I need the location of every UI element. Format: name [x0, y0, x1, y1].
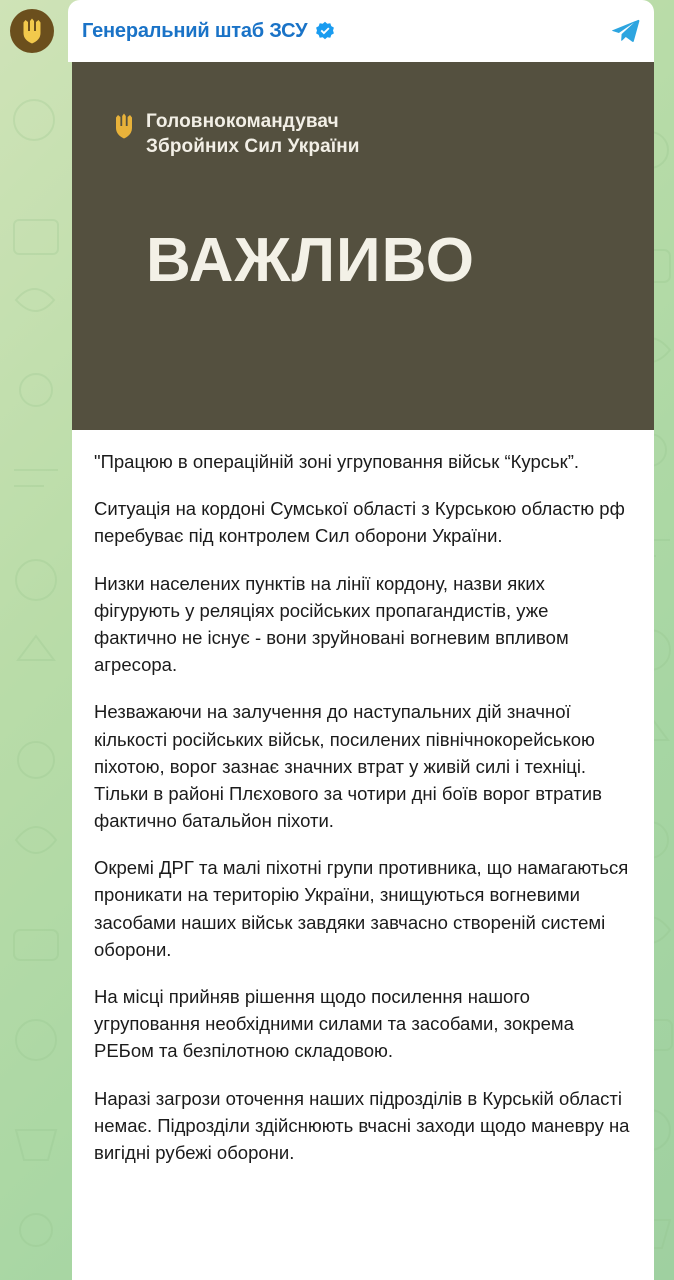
post-paragraph: Наразі загрози оточення наших підрозділів в Курській області немає. Підрозділи здійснюють вчасні заходи щодо маневру на вигідні рубежі оборони. [94, 1087, 630, 1163]
post-message-card [72, 62, 654, 1280]
poster-brand-line2: Збройних Сил України [146, 135, 360, 157]
channel-name[interactable]: Генеральний штаб ЗСУ [82, 19, 308, 42]
trident-emblem-icon [114, 113, 134, 139]
post-image[interactable] [72, 62, 654, 430]
post-paragraph: На місці прийняв рішення щодо посилення нашого угруповання необхідними силами та засобами, зокрема РЕБом та безпілотною складовою. [94, 986, 574, 1062]
poster-brand-line1: Головнокомандувач [146, 111, 339, 132]
poster-title: ВАЖЛИВО [146, 226, 476, 295]
poster-brand-text [146, 110, 360, 159]
header-bubble [68, 0, 654, 62]
post-paragraph: Ситуація на кордоні Сумської області з Курською областю рф перебуває під контролем Сил оборони України. [94, 498, 625, 547]
post-text-body [72, 430, 654, 1174]
trident-emblem-icon [21, 18, 43, 44]
post-paragraph: Незважаючи на залучення до наступальних дій значної кількості російських військ, посилених північнокорейською піхотою, ворог зазнає значних втрат у живій силі і техніці. Тільки в районі Плєхового за чотири дні боїв ворог втратив фактично батальйон піхоти. [94, 701, 602, 832]
poster-branding [114, 110, 360, 159]
post-paragraph: Низки населених пунктів на лінії кордону, назви яких фігурують у реляціях російських пропагандистів, уже фактично не існує - вони зруйновані вогневим впливом агресора. [94, 572, 569, 676]
post-paragraph: Окремі ДРГ та малі піхотні групи противника, що намагаються проникати на територію України, знищуються вогневими засобами наших військ завдяки завчасно створеній системі оборони. [94, 857, 629, 960]
post-paragraph: "Працюю в операційній зоні угруповання військ “Курськ”. [94, 451, 580, 472]
telegram-plane-icon[interactable] [610, 16, 640, 46]
post-header [0, 0, 674, 62]
channel-avatar[interactable] [10, 9, 54, 53]
verified-badge-icon [315, 21, 335, 41]
